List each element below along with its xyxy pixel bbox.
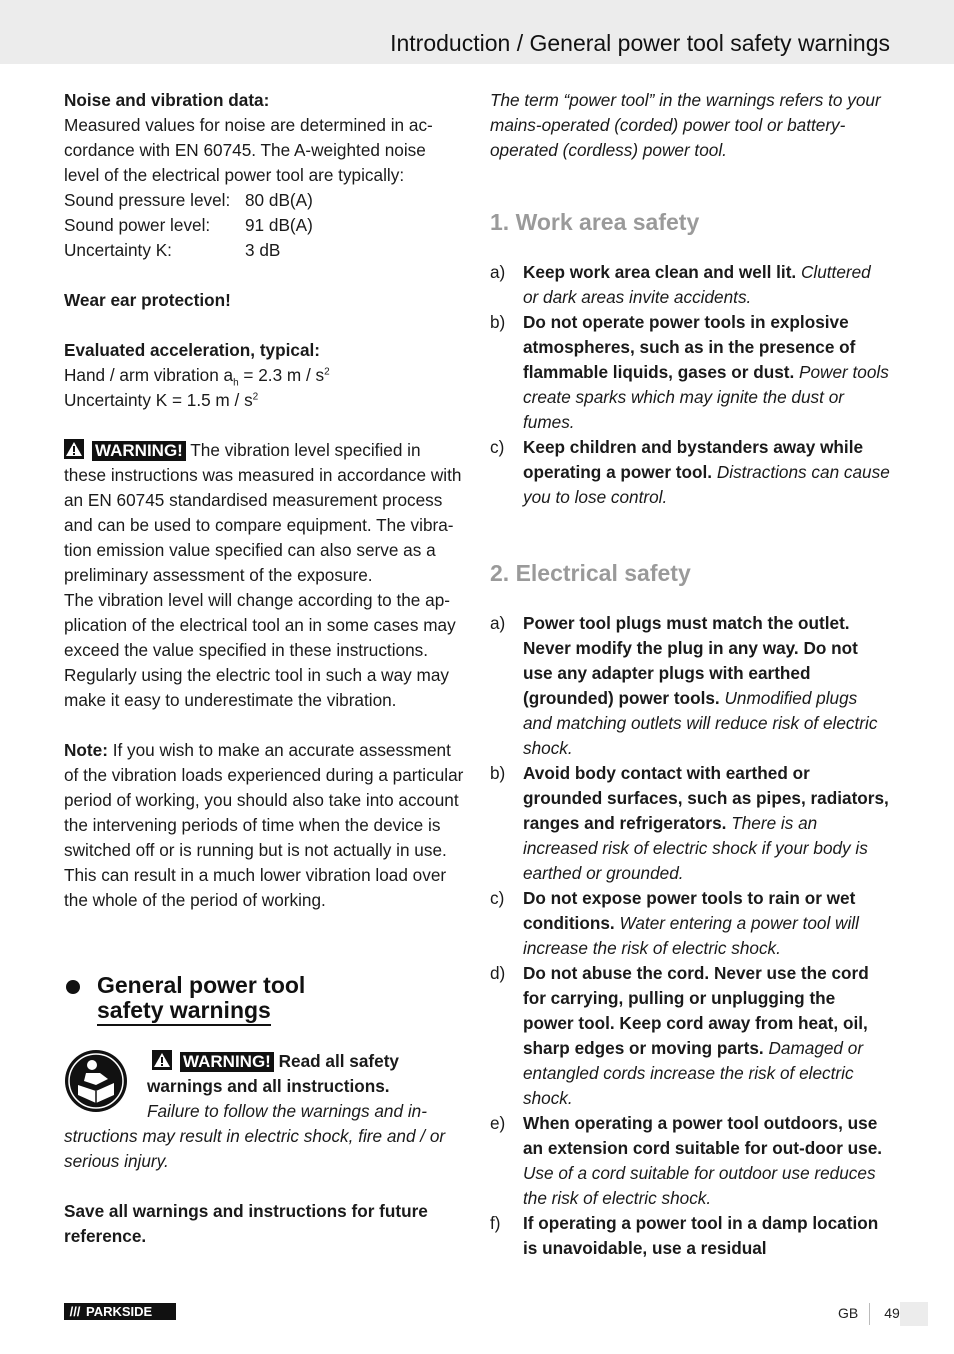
warning-triangle-icon <box>64 439 84 459</box>
item-explanation: Use of a cord suitable for outdoor use reduces the risk of electric shock. <box>523 1163 876 1208</box>
item-instruction: Keep children and bystanders away while operating a power tool. <box>523 437 864 482</box>
uncertainty-vibration: Uncertainty K = 1.5 m / $s^2$ <box>64 390 259 410</box>
item-label: a) <box>490 613 506 633</box>
right-column <box>490 88 890 1261</box>
item-label: e) <box>490 1113 506 1133</box>
item-instruction: Do not operate power tools in explosive atmospheres, such as in the presence of flammable liquids, gases or dust. <box>523 312 856 382</box>
read-manual-icon <box>64 1049 128 1113</box>
page-title: Introduction / General power tool safety warnings <box>390 30 890 56</box>
read-instructions-warning: WARNING! Read all safety warnings and all instructions. Failure to follow the warnings and in-structions may result in electric shock, fire and / or serious injury. <box>64 1049 464 1174</box>
footer-tab <box>900 1302 928 1326</box>
item-explanation: Damaged or entangled cords increase the risk of electric shock. <box>523 1038 864 1108</box>
item-instruction: Do not expose power tools to rain or wet conditions. <box>523 888 856 933</box>
item-explanation: Unmodified plugs and matching outlets will reduce risk of electric shock. <box>523 688 878 758</box>
item-instruction: If operating a power tool in a damp location is unavoidable, use a residual <box>523 1213 879 1258</box>
general-safety-heading: General power tool safety warnings <box>64 973 464 1023</box>
item-explanation: There is an increased risk of electric shock if your body is earthed or grounded. <box>523 813 868 883</box>
item-instruction: When operating a power tool outdoors, use an extension cord suitable for out-door use. <box>523 1113 883 1158</box>
list-item <box>490 886 890 961</box>
warning-label: WARNING! <box>180 1052 274 1072</box>
noise-intro: Measured values for noise are determined in ac-cordance with EN 60745. The A-weighted noise level of the electrical power tool are typically: <box>64 115 433 185</box>
list-item <box>490 435 890 510</box>
item-label: f) <box>490 1213 501 1233</box>
acceleration-heading: Evaluated acceleration, typical: <box>64 340 321 360</box>
list-item <box>490 260 890 310</box>
item-instruction: Keep work area clean and well lit. <box>523 262 797 282</box>
measure-row: Uncertainty K: 3 dB <box>64 240 281 260</box>
save-instructions: Save all warnings and instructions for future reference. <box>64 1201 428 1246</box>
list-item <box>490 1111 890 1211</box>
item-explanation: Distractions can cause you to lose control. <box>523 462 890 507</box>
electrical-list <box>490 611 890 1261</box>
item-instruction: Avoid body contact with earthed or grounded surfaces, such as pipes, radiators, ranges and refrigerators. <box>523 763 889 833</box>
failure-text: Failure to follow the warnings and in-structions may result in electric shock, fire and / or serious injury. <box>64 1101 446 1171</box>
term-definition: The term “power tool” in the warnings refers to your mains-operated (corded) power tool or battery-operated (cordless) power tool. <box>490 90 881 160</box>
list-item <box>490 761 890 886</box>
vibration-change: The vibration level will change according to the ap-plication of the electrical tool an in some cases may exceed the value specified in these instructions. Regularly using the electric tool in such a way may make it easy to underestimate the vibration. <box>64 590 456 710</box>
item-explanation: Cluttered or dark areas invite accidents. <box>523 262 871 307</box>
list-item <box>490 1211 890 1261</box>
section-electrical-safety: 2. Electrical safety <box>490 560 691 586</box>
hand-arm-vibration: Hand / arm vibration $a_h = 2.3$ m / $s^2$ <box>64 365 330 389</box>
wear-ear-protection: Wear ear protection! <box>64 290 231 310</box>
left-column <box>64 88 464 1249</box>
page-header <box>0 0 954 64</box>
note-paragraph: Note: If you wish to make an accurate assessment of the vibration loads experienced during a particular period of working, you should also take into account the intervening periods of time when the device is switched off or is running but is not actually in use. This can result in a much lower vibration load over the whole of the period of working. <box>64 740 464 910</box>
item-instruction: Do not abuse the cord. Never use the cord for carrying, pulling or unplugging the power tool. Keep cord away from heat, oil, sharp edges or moving parts. <box>523 963 869 1058</box>
noise-heading: Noise and vibration data: <box>64 90 270 110</box>
language-code: GB <box>838 1305 859 1321</box>
vibration-warning: WARNING! The vibration level specified in these instructions was measured in accordance with an EN 60745 standardised measurement process and can be used to compare equipment. The vibra-tion emission value specified can also serve as a preliminary assessment of the exposure. <box>64 440 462 585</box>
item-label: c) <box>490 437 505 457</box>
section-work-area-safety: 1. Work area safety <box>490 209 700 235</box>
item-explanation: Water entering a power tool will increase the risk of electric shock. <box>523 913 859 958</box>
item-instruction: Power tool plugs must match the outlet. Never modify the plug in any way. Do not use any adapter plugs with earthed (grounded) power tools. <box>523 613 858 708</box>
work-area-list <box>490 260 890 510</box>
item-explanation: Power tools create sparks which may ignite the dust or fumes. <box>523 362 889 432</box>
item-label: b) <box>490 763 506 783</box>
item-label: d) <box>490 963 506 983</box>
list-item <box>490 310 890 435</box>
measure-row: Sound power level: 91 dB(A) <box>64 215 313 235</box>
warning-label: WARNING! <box>92 441 186 461</box>
page-number: 49 <box>884 1305 900 1321</box>
item-label: c) <box>490 888 505 908</box>
item-label: a) <box>490 262 506 282</box>
item-label: b) <box>490 312 506 332</box>
warning-triangle-icon <box>152 1050 172 1070</box>
list-item <box>490 961 890 1111</box>
list-item <box>490 611 890 761</box>
bullet-icon <box>66 980 80 994</box>
footer-separator <box>869 1303 870 1325</box>
parkside-logo: /// PARKSIDE <box>64 1303 176 1320</box>
measure-row: Sound pressure level: 80 dB(A) <box>64 190 313 210</box>
